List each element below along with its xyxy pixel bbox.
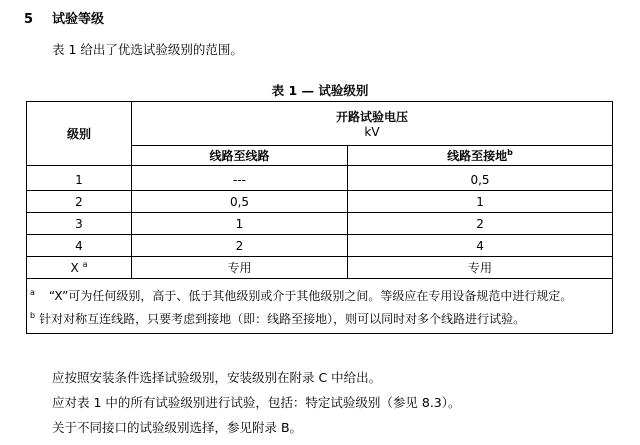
footnote-text: 针对对称互连线路，只要考虑到接地（即：线路至接地），则可以同时对多个线路进行试验。: [39, 312, 526, 326]
line-to-earth-label: 线路至接地: [447, 149, 508, 163]
table-title: 表 1 — 试验级别: [271, 83, 369, 98]
table-row: [27, 235, 613, 257]
table-row: [27, 166, 613, 191]
line-to-line-cell: 专用: [132, 257, 348, 279]
level-column-header: 级别: [27, 102, 132, 166]
section-heading: [24, 8, 104, 27]
voltage-unit: kV: [364, 125, 380, 139]
footnote: [30, 306, 609, 329]
line-to-earth-cell: 2: [348, 213, 613, 235]
section-title: 试验等级: [52, 12, 105, 27]
test-level-table: [26, 101, 613, 334]
section-number: 5: [24, 12, 34, 27]
table-footnotes: [27, 279, 613, 334]
line-to-line-cell: 2: [132, 235, 348, 257]
line-to-earth-note-mark: b: [507, 148, 513, 157]
voltage-column-header: [132, 102, 613, 146]
body-paragraph: 应对表 1 中的所有试验级别进行试验，包括：特定试验级别（参见 8.3）。: [52, 395, 461, 410]
intro-paragraph: 表 1 给出了优选试验级别的范围。: [52, 42, 243, 57]
table-row: [27, 257, 613, 279]
body-paragraph: 应按照安装条件选择试验级别，安装级别在附录 C 中给出。: [52, 370, 382, 385]
level-cell: 2: [75, 195, 83, 209]
line-to-line-header: 线路至线路: [132, 146, 348, 166]
footnote-mark: a: [30, 288, 35, 297]
line-to-line-cell: 1: [132, 213, 348, 235]
line-to-earth-cell: 专用: [348, 257, 613, 279]
table-row: [27, 191, 613, 213]
level-cell: 4: [75, 239, 83, 253]
footnote-text: “X”可为任何级别，高于、低于其他级别或介于其他级别之间。等级应在专用设备规范中进行规定。: [48, 289, 573, 303]
level-cell: 1: [75, 173, 83, 187]
level-cell: 3: [75, 217, 83, 231]
voltage-header-label: 开路试验电压: [336, 110, 409, 124]
level-cell: X: [70, 261, 79, 275]
level-note-mark: a: [82, 260, 88, 269]
line-to-earth-cell: 0,5: [348, 166, 613, 191]
line-to-line-cell: ---: [132, 166, 348, 191]
line-to-line-cell: 0,5: [132, 191, 348, 213]
table-row: [27, 213, 613, 235]
footnote-mark: b: [30, 311, 36, 320]
line-to-earth-cell: 4: [348, 235, 613, 257]
footnote: [30, 283, 609, 306]
body-paragraph: 关于不同接口的试验级别选择，参见附录 B。: [52, 420, 303, 435]
line-to-earth-cell: 1: [348, 191, 613, 213]
line-to-earth-header: [348, 146, 613, 166]
